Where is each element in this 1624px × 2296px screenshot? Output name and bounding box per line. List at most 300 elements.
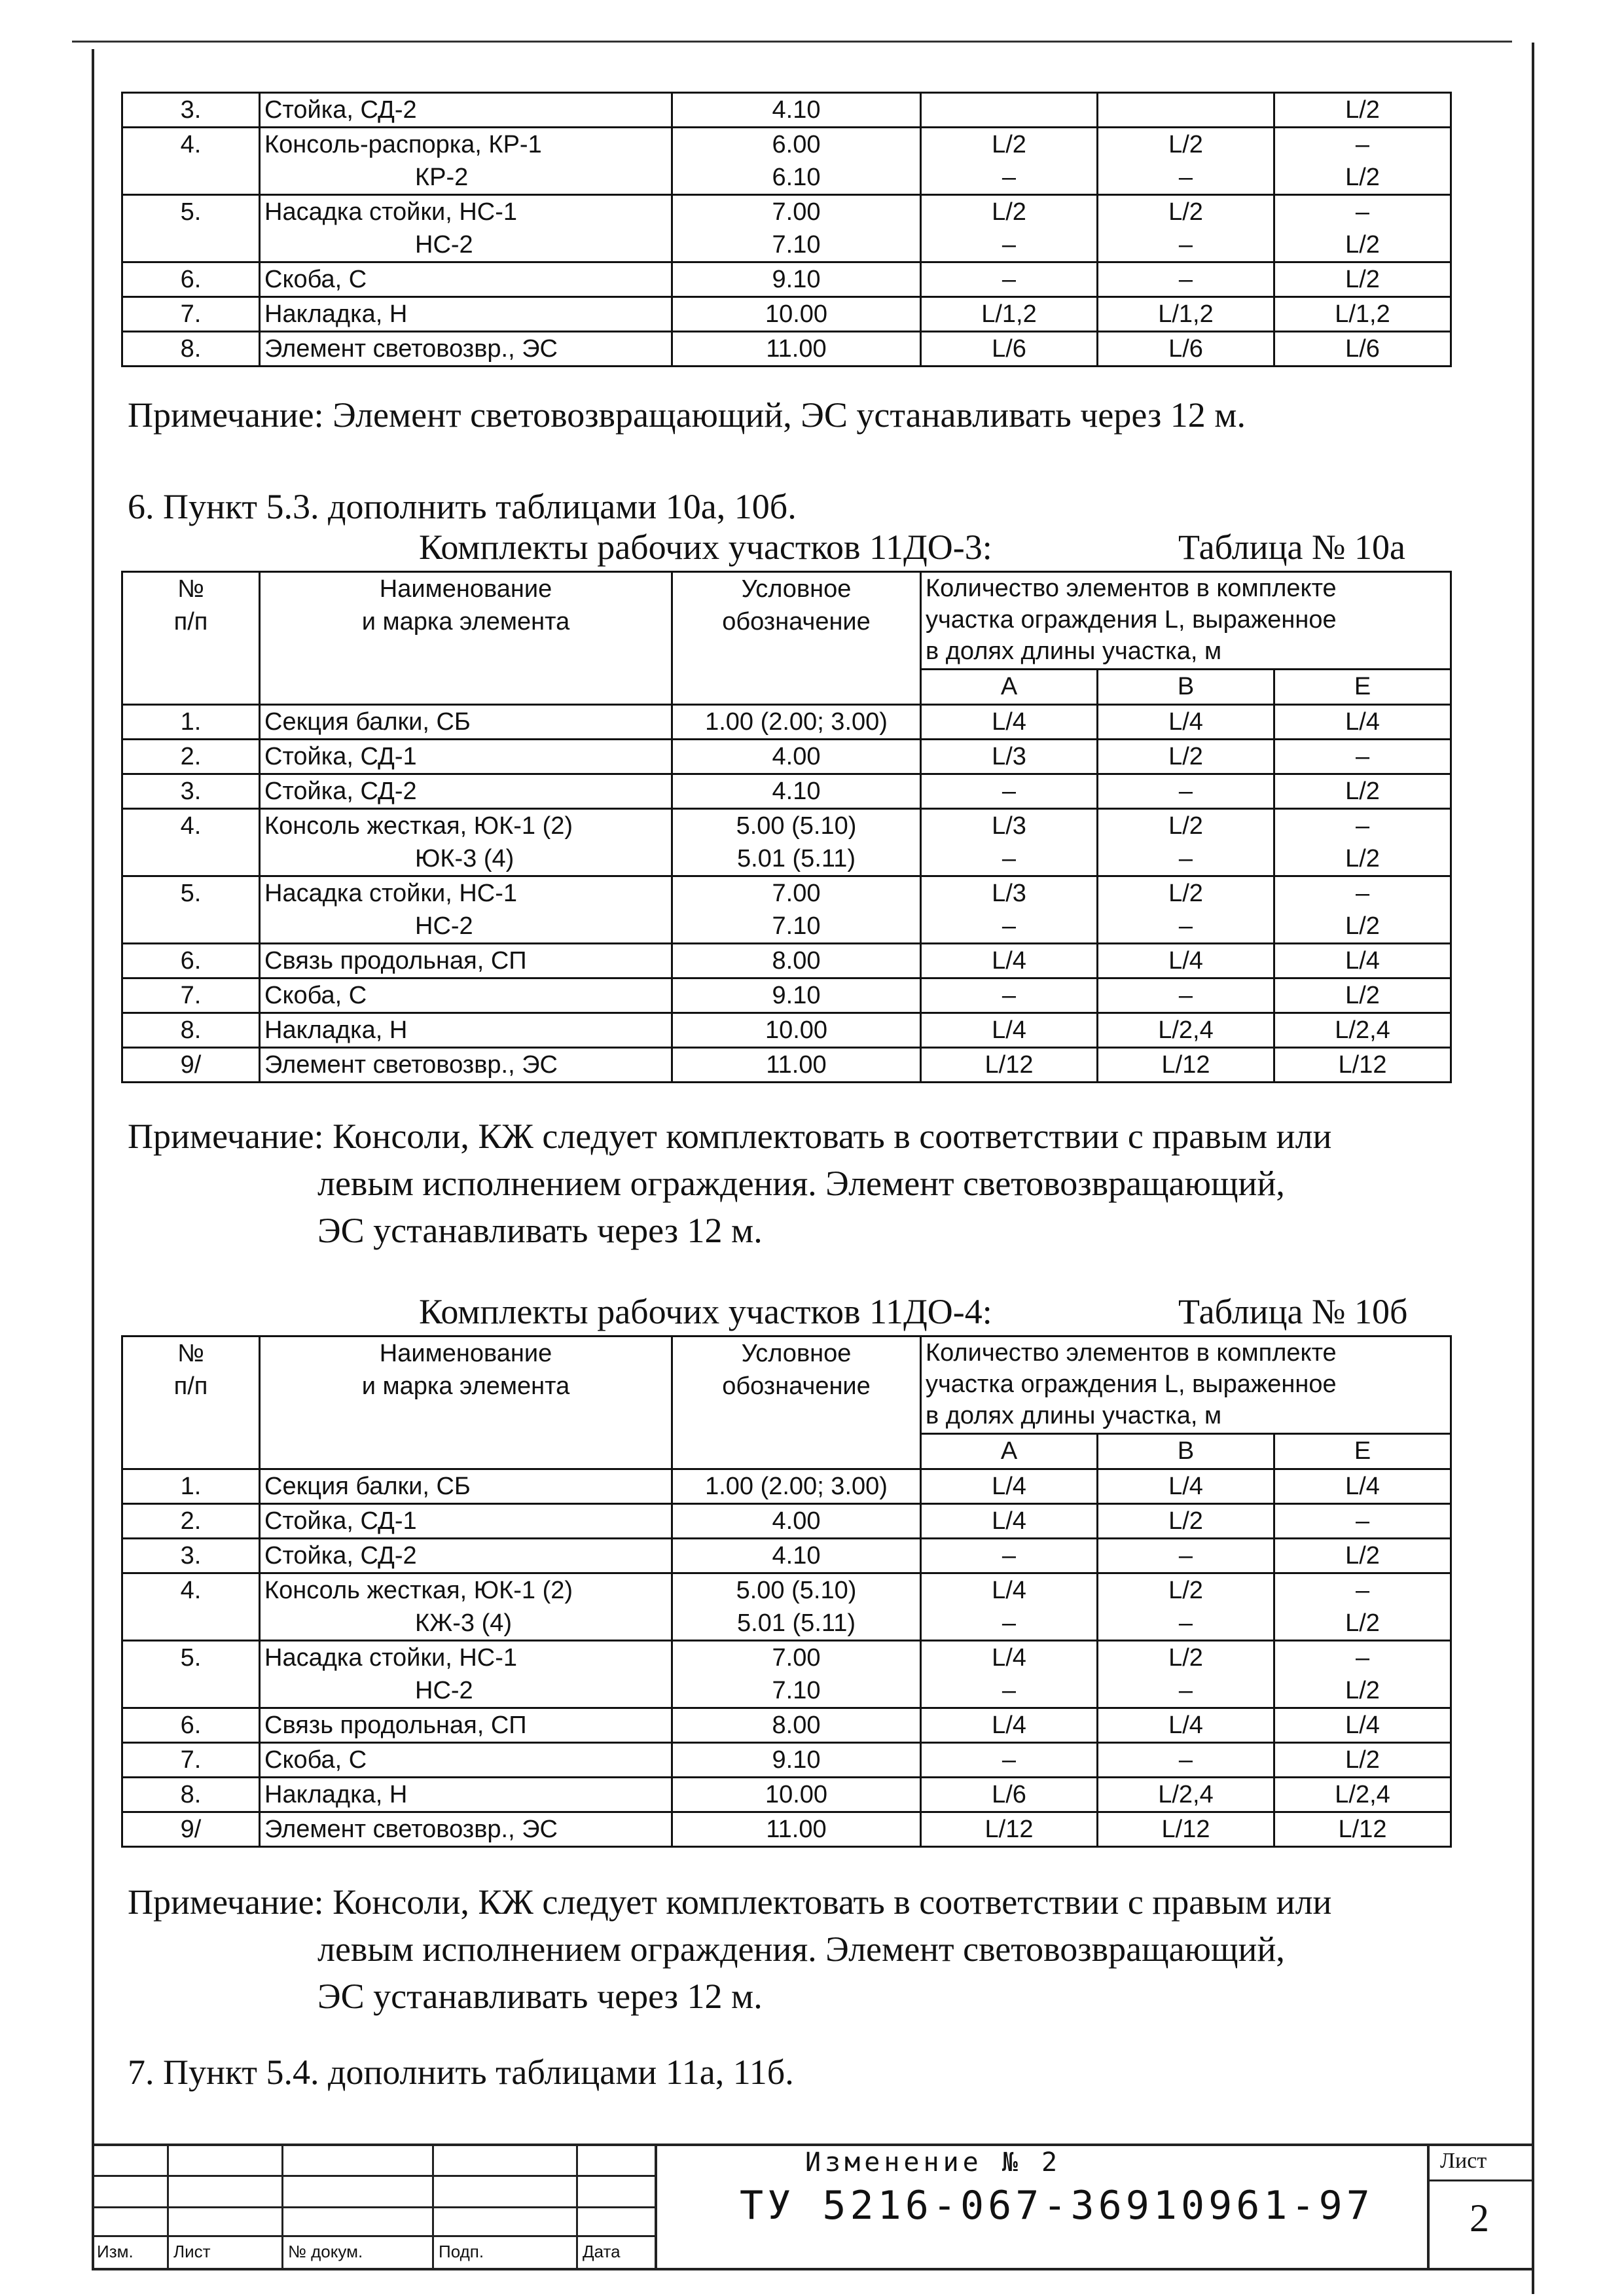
header-text: Наименование <box>379 575 552 603</box>
qty-e-value: – <box>1355 880 1370 907</box>
header-designation <box>672 1336 921 1469</box>
qty-b-value: – <box>1178 231 1193 259</box>
qty-b-value: – <box>1178 778 1193 805</box>
qty-b-cell <box>1098 876 1274 944</box>
qty-a-value: L/4 <box>992 947 1026 975</box>
qty-a-cell <box>921 1743 1098 1778</box>
table-10a-caption: Комплекты рабочих участков 11ДО-3: <box>419 528 992 567</box>
designation-cell <box>672 1743 921 1778</box>
note-10b <box>128 1878 1443 2020</box>
qty-b-value: – <box>1178 1609 1193 1637</box>
qty-b-value: L/6 <box>1168 335 1203 363</box>
header-text: № <box>177 575 204 603</box>
qty-e-value: – <box>1355 198 1370 226</box>
frame-left-line <box>92 49 94 2268</box>
qty-b-cell <box>1098 1048 1274 1083</box>
row-number: 3. <box>122 774 260 809</box>
element-name-cell <box>260 1573 672 1641</box>
qty-b-value: L/2 <box>1168 198 1203 226</box>
qty-e-value: L/2 <box>1345 912 1380 940</box>
qty-e-cell <box>1274 195 1451 262</box>
element-name-cell <box>260 978 672 1013</box>
element-name-value: Секция балки, СБ <box>264 1473 471 1500</box>
qty-e-value: L/2,4 <box>1335 1016 1390 1044</box>
qty-e-cell <box>1274 876 1451 944</box>
qty-a-value: – <box>1001 912 1017 940</box>
row-number: 2. <box>122 740 260 774</box>
qty-b-cell <box>1098 978 1274 1013</box>
sheet-label: Лист <box>1440 2149 1487 2173</box>
qty-a-value: L/4 <box>992 708 1026 736</box>
header-text: А <box>1000 1437 1018 1465</box>
row-number: 5. <box>122 195 260 262</box>
designation-cell <box>672 809 921 876</box>
qty-a-cell <box>921 1708 1098 1743</box>
qty-b-value: L/2 <box>1168 812 1203 840</box>
designation-value: 9.10 <box>772 266 821 293</box>
header-number <box>122 1336 260 1469</box>
qty-b-value: L/2 <box>1168 1644 1203 1672</box>
header-text: В <box>1177 673 1195 701</box>
header-text: Условное <box>741 575 852 603</box>
element-name-cell <box>260 1778 672 1812</box>
qty-b-cell <box>1098 1013 1274 1048</box>
designation-value: 4.10 <box>772 1542 821 1570</box>
element-name-cell <box>260 1504 672 1539</box>
qty-a-value: L/4 <box>992 1712 1026 1739</box>
qty-e-value: – <box>1355 1507 1370 1535</box>
qty-e-cell <box>1274 1743 1451 1778</box>
designation-value: 7.10 <box>772 912 821 940</box>
qty-b-value: L/4 <box>1168 708 1203 736</box>
designation-value: 10.00 <box>765 300 828 328</box>
table-10a-body <box>122 705 1451 1083</box>
qty-b-cell <box>1098 944 1274 978</box>
qty-a-value: – <box>1001 1609 1017 1637</box>
table-row <box>122 93 1451 128</box>
qty-e-cell <box>1274 1708 1451 1743</box>
qty-a-value: – <box>1001 845 1017 872</box>
qty-e-value: – <box>1355 1644 1370 1672</box>
element-name-value: Элемент световозвр., ЭС <box>264 1816 558 1843</box>
qty-e-value: L/2 <box>1345 266 1380 293</box>
element-name-cell <box>260 128 672 195</box>
row-number: 7. <box>122 1743 260 1778</box>
header-col-b <box>1098 1434 1274 1469</box>
table-row <box>122 774 1451 809</box>
header-col-a <box>921 670 1098 705</box>
designation-cell <box>672 1573 921 1641</box>
header-row <box>122 572 1451 670</box>
row-number: 8. <box>122 1778 260 1812</box>
designation-value: 11.00 <box>766 335 827 363</box>
designation-value: 4.10 <box>772 778 821 805</box>
designation-cell <box>672 1641 921 1708</box>
header-text: в долях длины участка, м <box>926 637 1222 665</box>
qty-e-cell <box>1274 1048 1451 1083</box>
qty-e-cell <box>1274 1539 1451 1573</box>
row-number: 3. <box>122 1539 260 1573</box>
sheet-number: 2 <box>1470 2197 1489 2240</box>
header-col-e <box>1274 670 1451 705</box>
qty-e-cell <box>1274 705 1451 740</box>
qty-a-value: L/3 <box>992 880 1026 907</box>
row-number: 7. <box>122 297 260 332</box>
designation-cell <box>672 297 921 332</box>
qty-b-cell <box>1098 195 1274 262</box>
row-number: 6. <box>122 1708 260 1743</box>
qty-e-value: L/6 <box>1345 335 1380 363</box>
element-name-value: Элемент световозвр., ЭС <box>264 1051 558 1079</box>
designation-cell <box>672 262 921 297</box>
qty-a-value: – <box>1001 164 1017 191</box>
qty-b-value: L/2 <box>1168 743 1203 770</box>
table-10a-label: Таблица № 10а <box>1178 528 1405 567</box>
designation-cell <box>672 1778 921 1812</box>
element-name-cell <box>260 1013 672 1048</box>
table-10a <box>121 571 1452 1083</box>
qty-e-value: L/1,2 <box>1335 300 1390 328</box>
designation-cell <box>672 740 921 774</box>
element-name-value: Связь продольная, СП <box>264 1712 527 1739</box>
qty-a-value: – <box>1001 982 1017 1009</box>
header-text: Количество элементов в комплекте <box>926 575 1337 602</box>
qty-b-value: – <box>1178 1542 1193 1570</box>
qty-a-value: L/6 <box>992 335 1026 363</box>
qty-a-cell <box>921 809 1098 876</box>
qty-a-cell <box>921 93 1098 128</box>
qty-b-cell <box>1098 1812 1274 1847</box>
element-name-value: Консоль-распорка, КР-1 <box>264 131 542 158</box>
note-top: Примечание: Элемент световозвращающий, ЭС устанавливать через 12 м. <box>128 395 1246 435</box>
row-number: 4. <box>122 128 260 195</box>
document-code: ТУ 5216-067-36910961-97 <box>740 2183 1374 2229</box>
element-name-value: Элемент световозвр., ЭС <box>264 335 558 363</box>
qty-e-cell <box>1274 944 1451 978</box>
designation-value: 5.00 (5.10) <box>736 1577 857 1604</box>
qty-a-value: L/4 <box>992 1016 1026 1044</box>
designation-value: 8.00 <box>772 1712 821 1739</box>
header-row <box>122 1336 1451 1434</box>
table-row <box>122 1469 1451 1504</box>
qty-b-cell <box>1098 740 1274 774</box>
header-col-b <box>1098 670 1274 705</box>
qty-a-cell <box>921 1469 1098 1504</box>
table-row <box>122 1641 1451 1708</box>
qty-a-cell <box>921 740 1098 774</box>
qty-a-value: L/3 <box>992 812 1026 840</box>
table-row <box>122 705 1451 740</box>
table-row <box>122 297 1451 332</box>
designation-cell <box>672 1048 921 1083</box>
designation-value: 9.10 <box>772 1746 821 1774</box>
qty-e-cell <box>1274 332 1451 367</box>
element-name-value: Стойка, СД-2 <box>264 1542 417 1570</box>
qty-e-value: L/2 <box>1345 845 1380 872</box>
designation-cell <box>672 944 921 978</box>
qty-b-value: L/2,4 <box>1158 1781 1214 1808</box>
row-number: 9/ <box>122 1048 260 1083</box>
qty-e-value: L/2 <box>1345 1542 1380 1570</box>
qty-b-cell <box>1098 1469 1274 1504</box>
qty-e-cell <box>1274 262 1451 297</box>
designation-cell <box>672 705 921 740</box>
header-col-a <box>921 1434 1098 1469</box>
qty-e-value: L/2 <box>1345 164 1380 191</box>
qty-e-value: L/4 <box>1345 1473 1380 1500</box>
qty-e-cell <box>1274 1812 1451 1847</box>
designation-value: 11.00 <box>766 1051 827 1079</box>
qty-e-value: L/4 <box>1345 708 1380 736</box>
stamp-list: Лист <box>173 2242 211 2261</box>
stamp-podp: Подп. <box>439 2242 484 2261</box>
designation-cell <box>672 1812 921 1847</box>
designation-value: 6.00 <box>772 131 821 158</box>
header-text: обозначение <box>722 1372 871 1400</box>
qty-a-cell <box>921 262 1098 297</box>
element-name-value: КЖ-3 (4) <box>415 1609 513 1637</box>
table-row <box>122 1504 1451 1539</box>
element-name-cell <box>260 1539 672 1573</box>
item-7-heading: 7. Пункт 5.4. дополнить таблицами 11а, 11б. <box>128 2053 794 2092</box>
qty-a-value: – <box>1001 1542 1017 1570</box>
qty-a-cell <box>921 1013 1098 1048</box>
header-quantity <box>921 1336 1451 1434</box>
row-number: 6. <box>122 944 260 978</box>
qty-b-cell <box>1098 1743 1274 1778</box>
qty-e-cell <box>1274 774 1451 809</box>
element-name-value: Насадка стойки, НС-1 <box>264 1644 518 1672</box>
qty-e-value: – <box>1355 1577 1370 1604</box>
designation-cell <box>672 774 921 809</box>
row-number: 3. <box>122 93 260 128</box>
qty-b-value: L/12 <box>1161 1051 1210 1079</box>
note-10a-line1: Консоли, КЖ следует комплектовать в соответствии с правым или <box>333 1117 1332 1156</box>
designation-value: 1.00 (2.00; 3.00) <box>705 708 888 736</box>
designation-cell <box>672 978 921 1013</box>
qty-b-cell <box>1098 1504 1274 1539</box>
qty-b-value: L/1,2 <box>1158 300 1214 328</box>
qty-e-cell <box>1274 1778 1451 1812</box>
qty-b-value: – <box>1178 845 1193 872</box>
header-text: обозначение <box>722 608 871 636</box>
qty-b-cell <box>1098 93 1274 128</box>
row-number: 2. <box>122 1504 260 1539</box>
qty-a-cell <box>921 332 1098 367</box>
element-name-value: ЮК-3 (4) <box>415 845 514 872</box>
qty-a-cell <box>921 297 1098 332</box>
element-name-value: Стойка, СД-2 <box>264 778 417 805</box>
qty-e-value: L/2 <box>1345 1746 1380 1774</box>
element-name-value: Накладка, Н <box>264 1016 408 1044</box>
qty-a-value: L/6 <box>992 1781 1026 1808</box>
qty-e-value: L/2,4 <box>1335 1781 1390 1808</box>
note-10a <box>128 1113 1443 1254</box>
qty-e-value: L/12 <box>1338 1051 1387 1079</box>
qty-a-value: L/2 <box>992 131 1026 158</box>
qty-a-cell <box>921 1539 1098 1573</box>
qty-b-value: L/2 <box>1168 1507 1203 1535</box>
note-10b-line1: Консоли, КЖ следует комплектовать в соответствии с правым или <box>333 1882 1332 1922</box>
header-text: Количество элементов в комплекте <box>926 1339 1337 1367</box>
qty-a-cell <box>921 876 1098 944</box>
designation-value: 7.10 <box>772 1677 821 1704</box>
qty-e-value: L/2 <box>1345 96 1380 124</box>
qty-b-cell <box>1098 297 1274 332</box>
header-text: и марка элемента <box>361 608 570 636</box>
element-name-value: Скоба, С <box>264 1746 367 1774</box>
qty-a-value: L/4 <box>992 1473 1026 1500</box>
table-row <box>122 1539 1451 1573</box>
qty-e-value: – <box>1355 131 1370 158</box>
qty-b-value: – <box>1178 1677 1193 1704</box>
table-row <box>122 1573 1451 1641</box>
stamp-izm: Изм. <box>97 2242 134 2261</box>
header-name <box>260 572 672 705</box>
qty-b-cell <box>1098 1573 1274 1641</box>
element-name-cell <box>260 1641 672 1708</box>
qty-a-cell <box>921 1504 1098 1539</box>
header-text: № <box>177 1340 204 1367</box>
element-name-value: Консоль жесткая, ЮК-1 (2) <box>264 812 573 840</box>
table-row <box>122 1743 1451 1778</box>
qty-e-value: L/2 <box>1345 778 1380 805</box>
designation-cell <box>672 128 921 195</box>
note-10a-line2: левым исполнением ограждения. Элемент световозвращающий, <box>317 1164 1285 1203</box>
row-number: 4. <box>122 1573 260 1641</box>
qty-e-cell <box>1274 1469 1451 1504</box>
designation-cell <box>672 1504 921 1539</box>
qty-a-cell <box>921 705 1098 740</box>
qty-e-cell <box>1274 740 1451 774</box>
table-row <box>122 1812 1451 1847</box>
qty-e-value: – <box>1355 743 1370 770</box>
row-number: 5. <box>122 876 260 944</box>
table-row <box>122 1778 1451 1812</box>
element-name-value: Скоба, С <box>264 982 367 1009</box>
qty-a-cell <box>921 1573 1098 1641</box>
qty-a-cell <box>921 1048 1098 1083</box>
designation-value: 1.00 (2.00; 3.00) <box>705 1473 888 1500</box>
table-row <box>122 332 1451 367</box>
header-quantity <box>921 572 1451 670</box>
element-name-cell <box>260 1743 672 1778</box>
element-name-cell <box>260 1812 672 1847</box>
qty-a-cell <box>921 128 1098 195</box>
note-10a-label: Примечание: <box>128 1117 324 1156</box>
designation-cell <box>672 1708 921 1743</box>
qty-a-value: – <box>1001 1677 1017 1704</box>
row-number: 1. <box>122 705 260 740</box>
qty-e-cell <box>1274 1013 1451 1048</box>
row-number: 8. <box>122 1013 260 1048</box>
qty-b-value: L/4 <box>1168 1473 1203 1500</box>
qty-b-cell <box>1098 332 1274 367</box>
qty-b-value: – <box>1178 1746 1193 1774</box>
qty-b-value: – <box>1178 266 1193 293</box>
element-name-cell <box>260 809 672 876</box>
element-name-value: Насадка стойки, НС-1 <box>264 198 518 226</box>
table-10b-header <box>122 1336 1451 1469</box>
note-10b-line2: левым исполнением ограждения. Элемент световозвращающий, <box>317 1929 1285 1969</box>
element-name-value: Скоба, С <box>264 266 367 293</box>
designation-value: 4.10 <box>772 96 821 124</box>
header-designation <box>672 572 921 705</box>
element-name-value: КР-2 <box>415 164 469 191</box>
header-text: Е <box>1354 1437 1371 1465</box>
element-name-cell <box>260 705 672 740</box>
qty-a-value: – <box>1001 778 1017 805</box>
row-number: 4. <box>122 809 260 876</box>
element-name-cell <box>260 774 672 809</box>
element-name-cell <box>260 740 672 774</box>
header-text: Наименование <box>379 1340 552 1367</box>
qty-b-value: – <box>1178 164 1193 191</box>
qty-e-cell <box>1274 93 1451 128</box>
element-name-cell <box>260 93 672 128</box>
continued-table <box>121 92 1452 367</box>
table-10b <box>121 1335 1452 1848</box>
stamp-docnum: № докум. <box>288 2242 363 2261</box>
header-text: и марка элемента <box>361 1372 570 1400</box>
qty-b-cell <box>1098 1641 1274 1708</box>
qty-a-value <box>926 94 1092 126</box>
title-block <box>92 2144 1532 2268</box>
designation-value: 7.00 <box>772 1644 821 1672</box>
qty-b-cell <box>1098 262 1274 297</box>
element-name-value: Накладка, Н <box>264 300 408 328</box>
header-text: А <box>1000 673 1018 701</box>
element-name-cell <box>260 876 672 944</box>
header-text: п/п <box>173 1372 208 1400</box>
header-text: В <box>1177 1437 1195 1465</box>
frame-bottom-line <box>92 2268 1532 2270</box>
qty-e-cell <box>1274 1504 1451 1539</box>
header-name <box>260 1336 672 1469</box>
qty-a-value: – <box>1001 1746 1017 1774</box>
qty-b-value: – <box>1178 982 1193 1009</box>
element-name-cell <box>260 1048 672 1083</box>
qty-a-cell <box>921 944 1098 978</box>
table-row <box>122 978 1451 1013</box>
qty-e-cell <box>1274 297 1451 332</box>
frame-top-line <box>72 41 1512 43</box>
header-text: участка ограждения L, выраженное <box>926 606 1337 634</box>
qty-e-cell <box>1274 1573 1451 1641</box>
change-number: Изменение № 2 <box>805 2147 1062 2178</box>
designation-value: 5.01 (5.11) <box>737 1609 856 1637</box>
qty-e-value: L/4 <box>1345 1712 1380 1739</box>
designation-cell <box>672 195 921 262</box>
designation-value: 5.01 (5.11) <box>737 845 856 872</box>
designation-value: 8.00 <box>772 947 821 975</box>
table-row <box>122 195 1451 262</box>
element-name-value: Секция балки, СБ <box>264 708 471 736</box>
element-name-value: Стойка, СД-1 <box>264 743 417 770</box>
qty-e-value: L/2 <box>1345 1677 1380 1704</box>
designation-cell <box>672 1539 921 1573</box>
qty-b-value: L/2 <box>1168 880 1203 907</box>
designation-value: 7.10 <box>772 231 821 259</box>
qty-a-value: L/3 <box>992 743 1026 770</box>
element-name-cell <box>260 297 672 332</box>
element-name-value: НС-2 <box>415 1677 473 1704</box>
qty-b-cell <box>1098 705 1274 740</box>
qty-a-cell <box>921 195 1098 262</box>
row-number: 9/ <box>122 1812 260 1847</box>
frame-right-line <box>1532 43 1534 2294</box>
designation-cell <box>672 1469 921 1504</box>
